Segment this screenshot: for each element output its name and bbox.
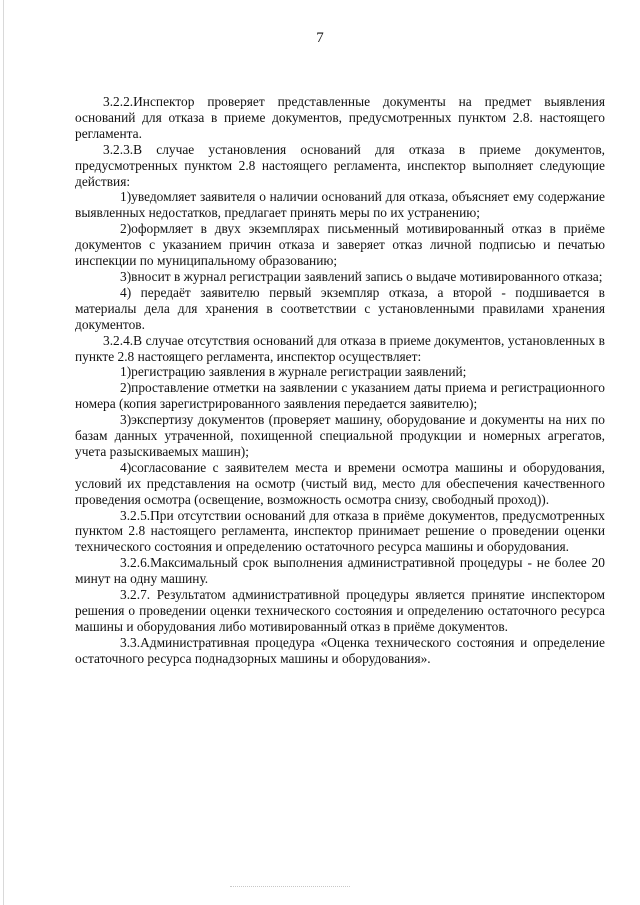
list-item-written-refusal: 2)оформляет в двух экземплярах письменный мотивированный отказ в приёме документов с указанием причин отказа и заверяет отказ личной подписью и печатью инспекции по муниципальному образованию; bbox=[75, 221, 605, 269]
list-item-document-check: 3)экспертизу документов (проверяет машину, оборудование и документы на них по базам данных утраченной, похищенной специальной продукции и номерных агрегатов, учета разыскиваемых машин); bbox=[75, 412, 605, 459]
paragraph-3-2-3: 3.2.3.В случае установления оснований для отказа в приеме документов, предусмотренных пунктом 2.8 настоящего регламента, инспектор выполняет следующие действия: bbox=[75, 141, 605, 189]
paragraph-3-2-7: 3.2.7. Результатом административной процедуры является принятие инспектором решения о проведении оценки технического состояния и определению остаточного ресурса машины и оборудования либо мотивированный отказ в приёме документов. bbox=[75, 587, 605, 634]
scan-edge-line bbox=[3, 0, 4, 905]
paragraph-3-2-5: 3.2.5.При отсутствии оснований для отказа в приёме документов, предусмотренных пунктом 2.8 настоящего регламента, инспектор принимает решение о проведении оценки технического состояния и определению остаточного ресурса машины и оборудования. bbox=[75, 507, 605, 555]
paragraph-3-3: 3.3.Административная процедура «Оценка технического состояния и определение остаточного ресурса поднадзорных машины и оборудования». bbox=[75, 634, 605, 666]
paragraph-3-2-6: 3.2.6.Максимальный срок выполнения административной процедуры - не более 20 минут на одну машину. bbox=[75, 555, 605, 587]
paragraph-3-2-2: 3.2.2.Инспектор проверяет представленные документы на предмет выявления оснований для отказа в приеме документов, предусмотренных пунктом 2.8. настоящего регламента. bbox=[75, 94, 605, 141]
document-body bbox=[75, 94, 605, 667]
list-item-journal-entry: 3)вносит в журнал регистрации заявлений запись о выдаче мотивированного отказа; bbox=[120, 268, 603, 284]
list-item-registration: 1)регистрацию заявления в журнале регистрации заявлений; bbox=[120, 364, 467, 380]
list-item-transfer-copy: 4) передаёт заявителю первый экземпляр отказа, а второй - подшивается в материалы дела для хранения в соответствии с установленными правилами хранения документов. bbox=[75, 284, 605, 332]
list-item-application-mark: 2)проставление отметки на заявлении с указанием даты приема и регистрационного номера (копия зарегистрированного заявления передается заявителю); bbox=[75, 380, 605, 412]
scan-artifact-dots bbox=[230, 886, 350, 888]
list-item-notify-applicant: 1)уведомляет заявителя о наличии оснований для отказа, объясняет ему содержание выявленных недостатков, предлагает принять меры по их устранению; bbox=[75, 189, 605, 221]
list-item-inspection-agreement: 4)согласование с заявителем места и времени осмотра машины и оборудования, условий их представления на осмотр (чистый вид, место для обеспечения качественного проведения осмотра (освещение, возможность осмотра снизу, свободный проход)). bbox=[75, 459, 605, 507]
page-number: 7 bbox=[316, 30, 324, 46]
paragraph-3-2-4: 3.2.4.В случае отсутствия оснований для отказа в приеме документов, установленных в пункте 2.8 настоящего регламента, инспектор осуществляет: bbox=[75, 332, 605, 364]
